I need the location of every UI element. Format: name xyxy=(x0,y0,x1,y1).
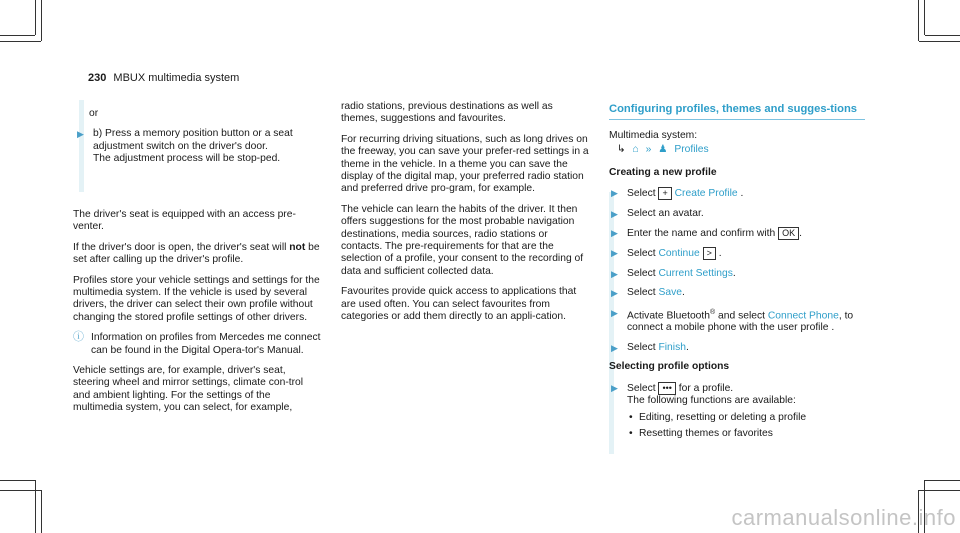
arrow-icon: ▶ xyxy=(611,188,618,199)
paragraph: radio stations, previous destinations as well as themes, suggestions and favourites. xyxy=(341,101,553,125)
emphasis-text: not xyxy=(289,241,306,253)
step-text: Select xyxy=(627,188,659,200)
path-arrow-icon: ↳ xyxy=(617,144,626,156)
menu-path xyxy=(609,144,865,156)
step-item xyxy=(609,208,865,220)
crop-mark xyxy=(35,0,36,35)
left-column xyxy=(77,108,324,173)
arrow-icon: ▶ xyxy=(611,268,618,279)
arrow-icon: ▶ xyxy=(611,307,618,318)
step-item xyxy=(609,227,865,240)
arrow-icon: ▶ xyxy=(611,382,618,393)
paragraph-text: If the driver's door is open, the driver's seat will xyxy=(73,241,290,253)
step-item xyxy=(609,287,865,299)
more-options-icon: ••• xyxy=(658,382,675,395)
info-text: Information on profiles from Mercedes me connect can be found in the Digital Opera-tor's Manual. xyxy=(91,332,321,356)
arrow-icon: ▶ xyxy=(611,208,618,219)
crop-mark xyxy=(41,490,42,533)
current-settings-link[interactable]: Current Settings xyxy=(658,267,733,279)
arrow-icon: ▶ xyxy=(77,129,84,140)
continue-link[interactable]: Continue xyxy=(658,248,700,260)
paragraph: Vehicle settings are, for example, driver's seat, steering wheel and mirror settings, climate con-trol and ambient lighting. For the settings of the multimedia system, you can select, for example, xyxy=(73,365,304,414)
profiles-link[interactable]: Profiles xyxy=(674,144,709,156)
middle-column xyxy=(341,101,591,332)
subheading-options: Selecting profile options xyxy=(609,361,730,373)
page-number: 230 xyxy=(88,72,107,84)
page-header xyxy=(88,72,239,84)
crop-mark xyxy=(0,35,35,36)
crop-mark xyxy=(41,0,42,41)
paragraph: Favourites provide quick access to applications that are used often. You can select favourites from categories or add them directly to an appli-cation. xyxy=(341,286,577,323)
step-text: . xyxy=(681,287,685,299)
step-text: Select xyxy=(627,287,659,299)
connect-phone-link[interactable]: Connect Phone xyxy=(767,310,839,322)
person-icon: ♟ xyxy=(658,144,668,156)
subheading-create: Creating a new profile xyxy=(609,166,717,178)
paragraph: Profiles store your vehicle settings and settings for the multimedia system. If the vehicle is used by several drivers, the driver can select their own profile without changing the stored profile settings of other drivers. xyxy=(73,274,320,323)
save-link[interactable]: Save xyxy=(658,287,682,299)
ok-key-icon: OK xyxy=(778,227,799,240)
arrow-icon: ▶ xyxy=(611,342,618,353)
or-text: or xyxy=(89,108,99,119)
step-text: b) Press a memory position button or a seat adjustment switch on the driver's door. xyxy=(93,128,293,152)
paragraph-text: be set after calling up the driver's profile. xyxy=(73,241,320,266)
step-note: The following functions are available: xyxy=(627,395,796,407)
chevron-right-icon: > xyxy=(703,247,716,260)
step-text: Select xyxy=(627,248,659,260)
step-item xyxy=(609,382,865,441)
step-note: The adjustment process will be stop-ped. xyxy=(93,153,281,165)
crop-mark xyxy=(918,0,919,41)
crop-mark xyxy=(35,480,36,533)
step-text: . xyxy=(685,341,689,353)
step-text: Select xyxy=(627,341,659,353)
right-column xyxy=(609,102,865,447)
step-text: . xyxy=(732,267,736,279)
step-item xyxy=(609,307,865,335)
step-item xyxy=(609,342,865,354)
step-text: . xyxy=(737,188,744,200)
list-item: • Editing, resetting or deleting a profile xyxy=(627,412,865,424)
step-text: , to connect a mobile phone with the user profile . xyxy=(627,310,854,334)
crop-mark xyxy=(919,41,960,42)
left-column-body xyxy=(73,209,323,423)
step-text: for a profile. xyxy=(675,382,734,394)
paragraph xyxy=(73,242,323,267)
finish-link[interactable]: Finish xyxy=(658,341,686,353)
section-heading: Configuring profiles, themes and sugges-tions xyxy=(609,102,865,120)
watermark: carmanualsonline.info xyxy=(731,505,956,530)
arrow-icon: ▶ xyxy=(611,228,618,239)
step-text: and select xyxy=(715,310,768,322)
step-text: Select xyxy=(627,382,659,394)
step-text: Select an avatar. xyxy=(627,207,704,219)
info-note xyxy=(73,332,323,357)
step-text: Select xyxy=(627,267,659,279)
info-icon: ⓘ xyxy=(73,331,84,344)
home-icon: ⌂ xyxy=(632,144,639,156)
arrow-icon: ▶ xyxy=(611,288,618,299)
system-label: Multimedia system: xyxy=(609,130,698,141)
paragraph: For recurring driving situations, such as long drives on the freeway, you can save your prefer-red settings in a theme in the vehicle. In a theme you can save the display of the digital map, your preferred radio station and preferred drive pro-gram, for example. xyxy=(341,133,589,195)
path-separator-icon: » xyxy=(645,144,652,156)
list-item: • Resetting themes or favorites xyxy=(627,428,865,440)
crop-mark xyxy=(925,480,960,481)
step-item xyxy=(609,187,865,200)
page-header-title: MBUX multimedia system xyxy=(113,72,240,84)
plus-icon: + xyxy=(658,187,671,200)
step-item xyxy=(609,247,865,260)
step-item xyxy=(75,128,324,165)
paragraph: The vehicle can learn the habits of the driver. It then offers suggestions for the most probable navigation destinations, media sources, radio stations or contacts. The pre-requirements for that are the selection of a profile, your consent to the recording of data and sufficient collected data. xyxy=(341,203,584,277)
crop-mark xyxy=(0,480,35,481)
crop-mark xyxy=(925,35,960,36)
crop-mark xyxy=(919,490,960,491)
arrow-icon: ▶ xyxy=(611,248,618,259)
step-text: Enter the name and confirm with xyxy=(627,228,779,240)
step-item xyxy=(609,268,865,280)
crop-mark xyxy=(0,41,41,42)
step-text: . xyxy=(799,228,802,240)
paragraph: The driver's seat is equipped with an access pre-venter. xyxy=(73,209,296,233)
create-profile-link[interactable]: Create Profile xyxy=(674,188,738,200)
crop-mark xyxy=(924,0,925,35)
step-text: . xyxy=(715,248,722,260)
registered-mark: ® xyxy=(710,308,716,316)
step-text: Activate Bluetooth xyxy=(627,310,710,322)
